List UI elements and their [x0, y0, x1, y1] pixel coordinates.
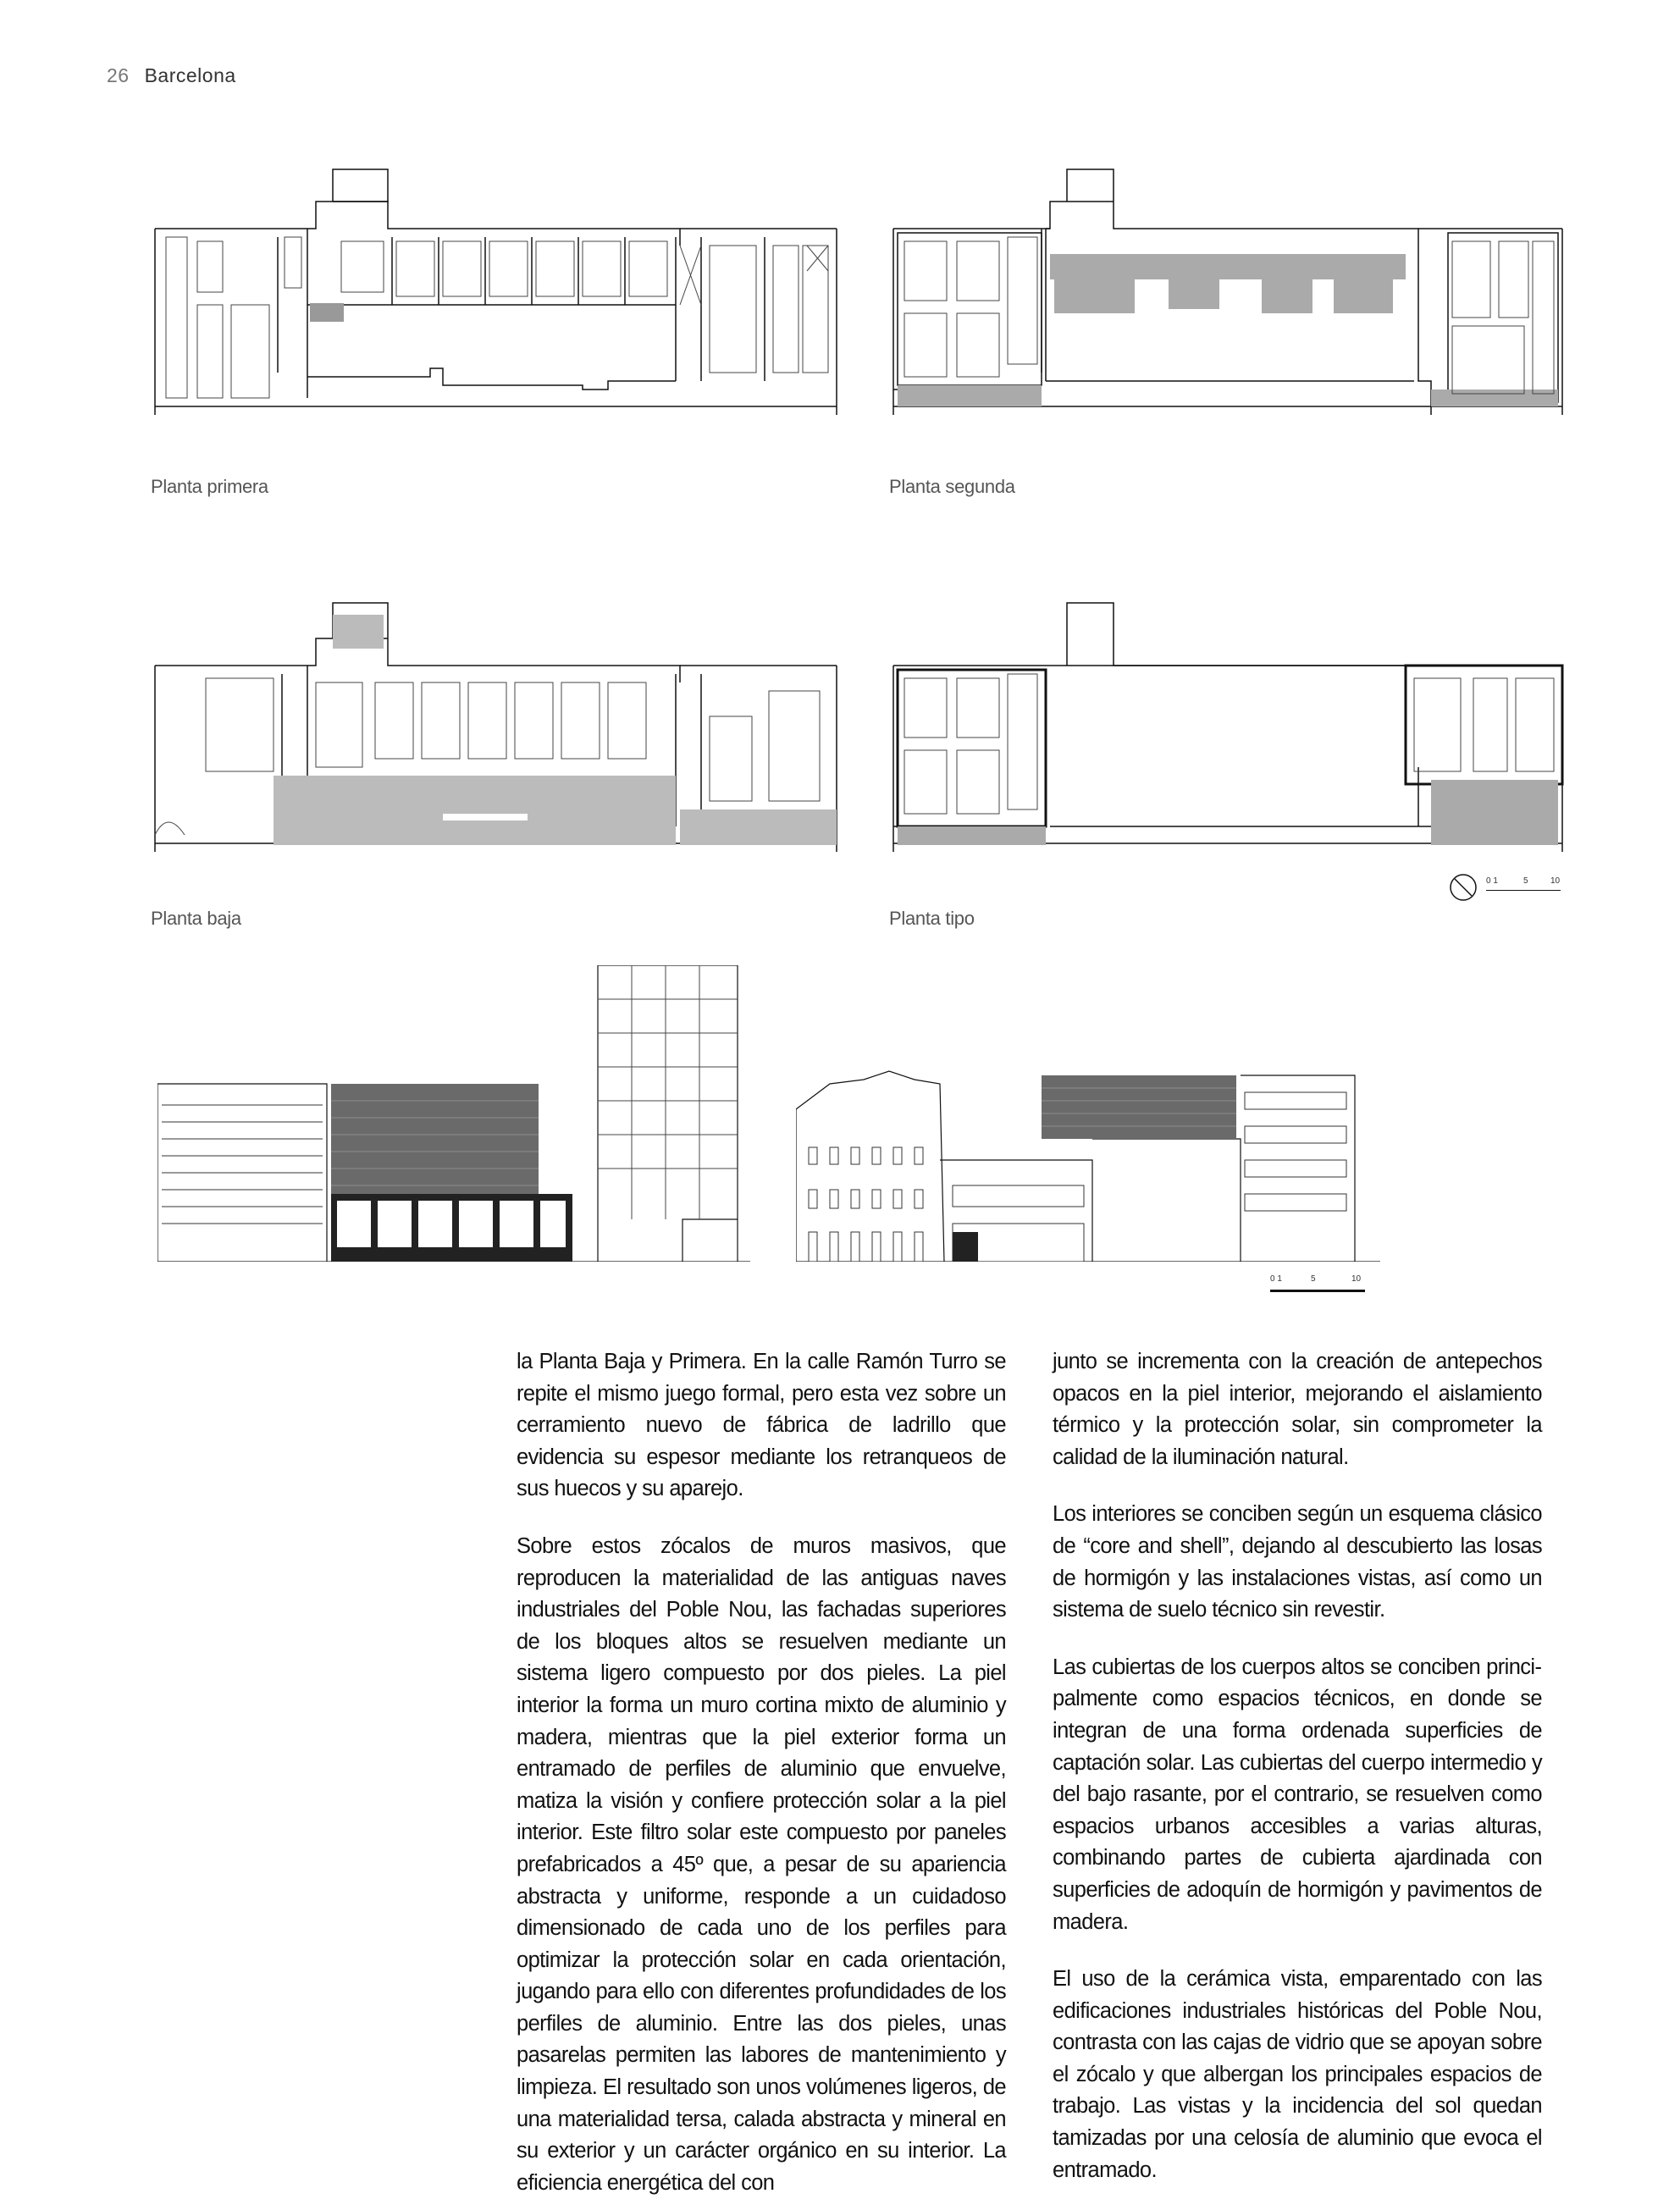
elevation-left — [158, 965, 750, 1262]
floor-plan-segunda — [889, 161, 1567, 415]
plan-scale-bar — [1486, 876, 1562, 902]
paragraph: El uso de la cerámica vista, emparentado con las edificaciones industriales históricas del Poble Nou, contrasta con las cajas de vidrio que se apoyan sobre el zócalo y que albergan los principales espacios de trabajo. Las vistas y la incidencia del sol quedan tamizadas por una celosía de aluminio que evoca el entramado. — [1053, 1967, 1542, 2182]
scale-label-10: 10 — [1550, 876, 1561, 886]
caption-planta-baja: Planta baja — [151, 908, 241, 929]
paragraph: Sobre estos zócalos de muros masivos, que reproducen la materialidad de las antiguas naves industriales del Poble Nou, las fachadas superiores de los bloques altos se resuelven mediante un sistema ligero compuesto por dos pieles. La piel interior la forma un muro cortina mixto de aluminio y madera, mientras que la piel exterior forma un entramado de perfiles de aluminio que envuelve, matiza la visión y confiere protección solar a la piel interior. Este filtro solar este compuesto por paneles prefabricados a 45º que, a pesar de su apariencia abstracta y uniforme, responde a un cuidadoso dimensionado de cada uno de los perfiles para optimizar la protección solar en cada orientación, jugando para ello con diferentes profundidades de los perfiles de aluminio. Entre las dos pieles, unas pasarelas permiten las labores de mantenimiento y limpieza. El resultado son unos volúmenes ligeros, de una materialidad tersa, calada abstracta y mineral en su exterior y un carácter orgánico en su interior. La eficiencia energética del con — [517, 1533, 1006, 2195]
paragraph: Las cubiertas de los cuerpos altos se conciben principalmente como espacios técnicos, en donde se integran de una forma ordenada superficies de captación solar. Las cubiertas del cuerpo intermedio y del bajo rasante, por el contrario, se resuelven como espacios urbanos accesibles a varias alturas, combinando partes de cubierta ajardinada con superficies de adoquín de hormigón y pavimentos de madera. — [1053, 1655, 1542, 1934]
elevation-right — [796, 1067, 1380, 1262]
north-arrow-icon — [1448, 872, 1478, 903]
scale-label-5: 5 — [1523, 876, 1528, 886]
paragraph: Los interiores se conciben según un esquema clásico de “core and shell”, dejando al descubierto las losas de hormigón y las instalaciones vistas, así como un sistema de suelo técnico sin revestir. — [1053, 1502, 1542, 1622]
caption-planta-primera: Planta primera — [151, 476, 268, 497]
elev-scale-label-10: 10 — [1351, 1274, 1362, 1284]
page-number: 26 — [107, 64, 130, 86]
floor-plan-tipo — [889, 598, 1567, 860]
floor-plan-primera — [151, 161, 838, 415]
body-column-2 — [1053, 1346, 1542, 2186]
elevation-scale-bar — [1270, 1274, 1372, 1300]
floor-plan-baja — [151, 598, 838, 860]
caption-planta-tipo: Planta tipo — [889, 908, 975, 929]
elev-scale-label-0: 0 1 — [1270, 1274, 1282, 1284]
paragraph: junto se incrementa con la creación de antepechos opacos en la piel interior, mejorando el aislamiento térmico y la protección solar, sin comprometer la calidad de la iluminación natural. — [1053, 1350, 1542, 1469]
scale-label-0: 0 1 — [1486, 876, 1498, 886]
caption-planta-segunda: Planta segunda — [889, 476, 1015, 497]
body-column-1 — [517, 1346, 1006, 2199]
running-header — [107, 64, 236, 87]
section-title: Barcelona — [144, 64, 236, 86]
paragraph: la Planta Baja y Primera. En la calle Ramón Turro se repite el mismo juego formal, pero esta vez sobre un cerramiento nuevo de fábrica de ladrillo que evidencia su espesor mediante los retranqueos de sus huecos y su aparejo. — [517, 1350, 1006, 1501]
elev-scale-label-5: 5 — [1311, 1274, 1316, 1284]
